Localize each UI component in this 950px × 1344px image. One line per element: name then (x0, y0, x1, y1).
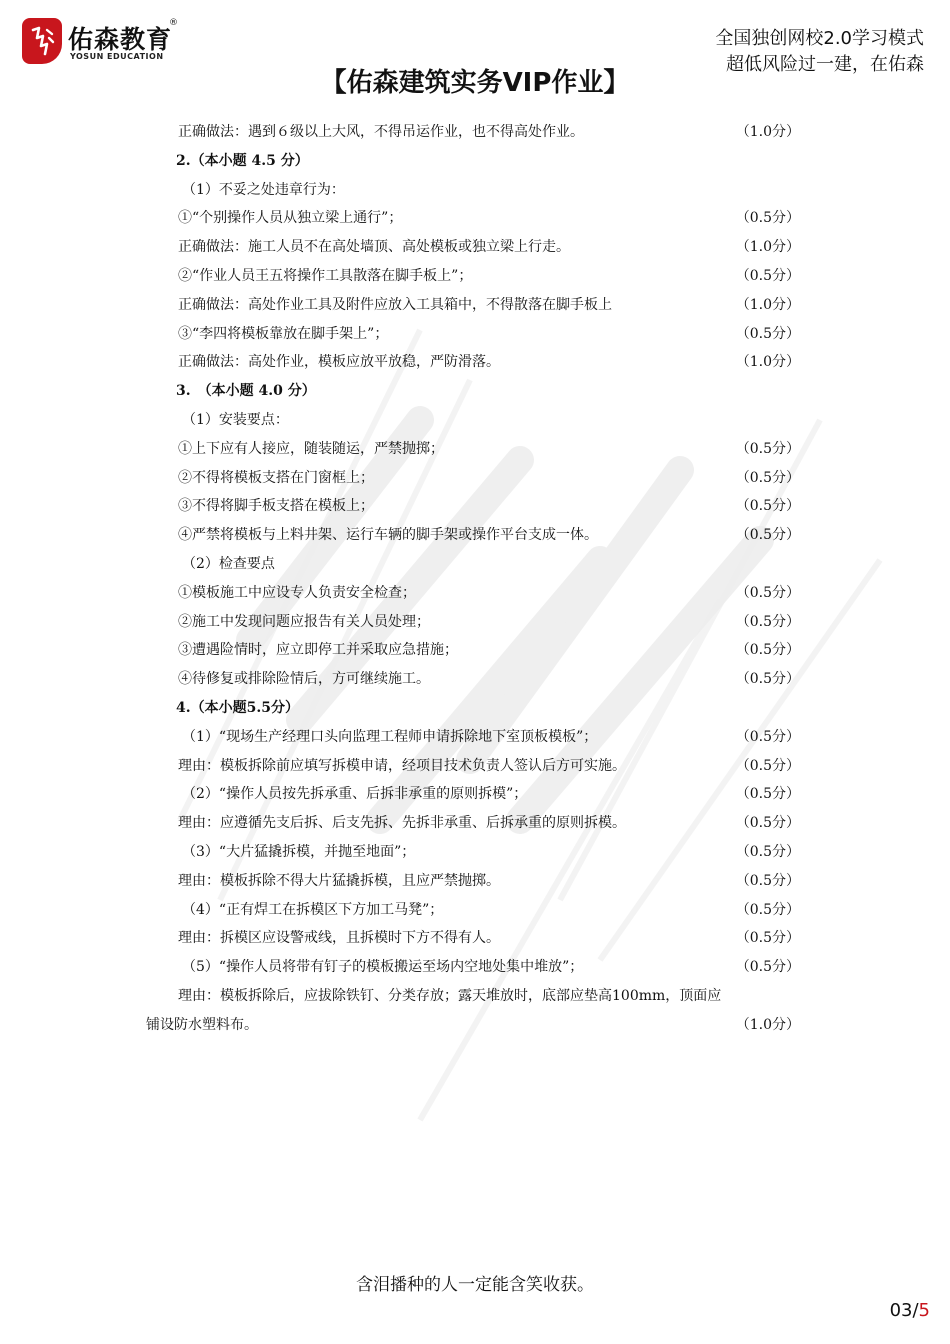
line-text: 理由：拆模区应设警戒线，且拆模时下方不得有人。 (178, 930, 500, 947)
score-label: （1.0分） (735, 354, 800, 371)
tagline-line-1: 全国独创网校2.0学习模式 (715, 28, 924, 49)
score-label: （1.0分） (735, 1016, 800, 1033)
score-label: （0.5分） (735, 843, 800, 860)
score-label: （0.5分） (735, 210, 800, 227)
score-label: （1.0分） (735, 124, 800, 140)
line-text: 正确做法：施工人员不在高处墙顶、高处模板或独立梁上行走。 (178, 239, 570, 256)
answer-line (146, 982, 806, 1011)
answer-line (146, 608, 806, 637)
answer-line (146, 665, 806, 694)
line-text: ②“作业人员王五将操作工具散落在脚手板上”； (178, 267, 473, 284)
line-text: 铺设防水塑料布。 (146, 1016, 258, 1033)
answer-line (146, 579, 806, 608)
answer-line (146, 233, 806, 262)
answer-line (146, 262, 806, 291)
page-header (0, 0, 950, 110)
answer-line (146, 348, 806, 377)
line-text: ②不得将模板支搭在门窗框上； (178, 469, 374, 486)
score-label: （1.0分） (735, 239, 800, 256)
answer-line (146, 953, 806, 982)
line-text: 理由：应遵循先支后拆、后支先拆、先拆非承重、后拆承重的原则拆模。 (178, 815, 626, 832)
score-label: （0.5分） (735, 267, 800, 284)
answer-line (146, 1011, 806, 1040)
brand-logo (22, 18, 182, 68)
answer-line (146, 204, 806, 233)
line-text: （5）“操作人员将带有钉子的模板搬运至场内空地处集中堆放”； (182, 959, 584, 976)
answer-line (146, 406, 806, 435)
score-label: （0.5分） (735, 815, 800, 832)
score-label: （0.5分） (735, 469, 800, 486)
answer-line (146, 521, 806, 550)
answer-line (146, 752, 806, 781)
score-label: （0.5分） (735, 498, 800, 515)
answer-line (146, 867, 806, 896)
score-label: （0.5分） (735, 613, 800, 630)
answer-line (146, 636, 806, 665)
line-text: ①模板施工中应设专人负责安全检查； (178, 584, 416, 601)
line-text: ③“李四将模板靠放在脚手架上”； (178, 325, 389, 342)
score-label: （0.5分） (735, 584, 800, 601)
answer-line (146, 118, 806, 147)
line-text: 理由：模板拆除不得大片猛撬拆模，且应严禁抛掷。 (178, 872, 500, 889)
line-text: 3. （本小题 4.0 分） (176, 383, 316, 400)
page-number (890, 1300, 930, 1321)
line-text: 2.（本小题 4.5 分） (176, 152, 309, 169)
question-heading (146, 147, 806, 176)
answer-line (146, 550, 806, 579)
line-text: ③不得将脚手板支搭在模板上； (178, 498, 374, 515)
line-text: 正确做法：高处作业，模板应放平放稳，严防滑落。 (178, 354, 500, 371)
answer-line (146, 435, 806, 464)
answer-line (146, 896, 806, 925)
line-text: （1）“现场生产经理口头向监理工程师申请拆除地下室顶板模板”； (182, 728, 598, 745)
document-title: 【佑森建筑实务VIP作业】 (320, 68, 630, 98)
score-label: （0.5分） (735, 642, 800, 659)
answer-line (146, 464, 806, 493)
answer-line (146, 780, 806, 809)
tagline-line-2: 超低风险过一建，在佑森 (726, 54, 924, 75)
line-text: 理由：模板拆除后，应拔除铁钉、分类存放；露天堆放时，底部应垫高100mm，顶面应 (178, 987, 722, 1004)
line-text: ①上下应有人接应，随装随运，严禁抛掷； (178, 440, 444, 457)
line-text: （2）检查要点 (182, 555, 275, 572)
line-text: （2）“操作人员按先拆承重、后拆非承重的原则拆模”； (182, 786, 528, 803)
footer-motto: 含泪播种的人一定能含笑收获。 (356, 1275, 594, 1295)
line-text: ②施工中发现问题应报告有关人员处理； (178, 613, 430, 630)
score-label: （0.5分） (735, 901, 800, 918)
question-heading (146, 377, 806, 406)
line-text: 正确做法：遇到６级以上大风，不得吊运作业，也不得高处作业。 (178, 124, 584, 140)
line-text: ④待修复或排除险情后，方可继续施工。 (178, 671, 430, 688)
score-label: （0.5分） (735, 930, 800, 947)
logo-text: 佑森教育 (68, 25, 173, 54)
answer-line (146, 723, 806, 752)
score-label: （0.5分） (735, 728, 800, 745)
line-text: ①“个别操作人员从独立梁上通行”； (178, 210, 403, 227)
line-text: （4）“正有焊工在拆模区下方加工马凳”； (182, 901, 444, 918)
line-text: 正确做法：高处作业工具及附件应放入工具箱中，不得散落在脚手板上 (178, 296, 612, 313)
line-text: （1）安装要点： (182, 411, 289, 428)
logo-seal-icon (22, 18, 62, 64)
answer-content (146, 118, 806, 1040)
line-text: 理由：模板拆除前应填写拆模申请，经项目技术负责人签认后方可实施。 (178, 757, 626, 774)
score-label: （0.5分） (735, 671, 800, 688)
score-label: （0.5分） (735, 959, 800, 976)
answer-line (146, 492, 806, 521)
registered-mark: ® (169, 18, 178, 28)
score-label: （0.5分） (735, 872, 800, 889)
line-text: ④严禁将模板与上料井架、运行车辆的脚手架或操作平台支成一体。 (178, 527, 598, 544)
score-label: （0.5分） (735, 757, 800, 774)
score-label: （0.5分） (735, 440, 800, 457)
answer-line (146, 924, 806, 953)
answer-line (146, 838, 806, 867)
score-label: （0.5分） (735, 786, 800, 803)
line-text: 4.（本小题5.5分） (176, 699, 299, 716)
logo-english: YOSUN EDUCATION (70, 52, 164, 61)
answer-line (146, 320, 806, 349)
answer-line (146, 809, 806, 838)
score-label: （0.5分） (735, 527, 800, 544)
question-heading (146, 694, 806, 723)
page-total: 5 (918, 1300, 930, 1321)
score-label: （0.5分） (735, 325, 800, 342)
page-current: 03/ (889, 1300, 919, 1321)
answer-line (146, 176, 806, 205)
line-text: （3）“大片猛撬拆模，并抛至地面”； (182, 843, 416, 860)
score-label: （1.0分） (735, 296, 800, 313)
answer-line (146, 291, 806, 320)
line-text: （1）不妥之处违章行为： (182, 181, 345, 198)
line-text: ③遭遇险情时，应立即停工并采取应急措施； (178, 642, 458, 659)
